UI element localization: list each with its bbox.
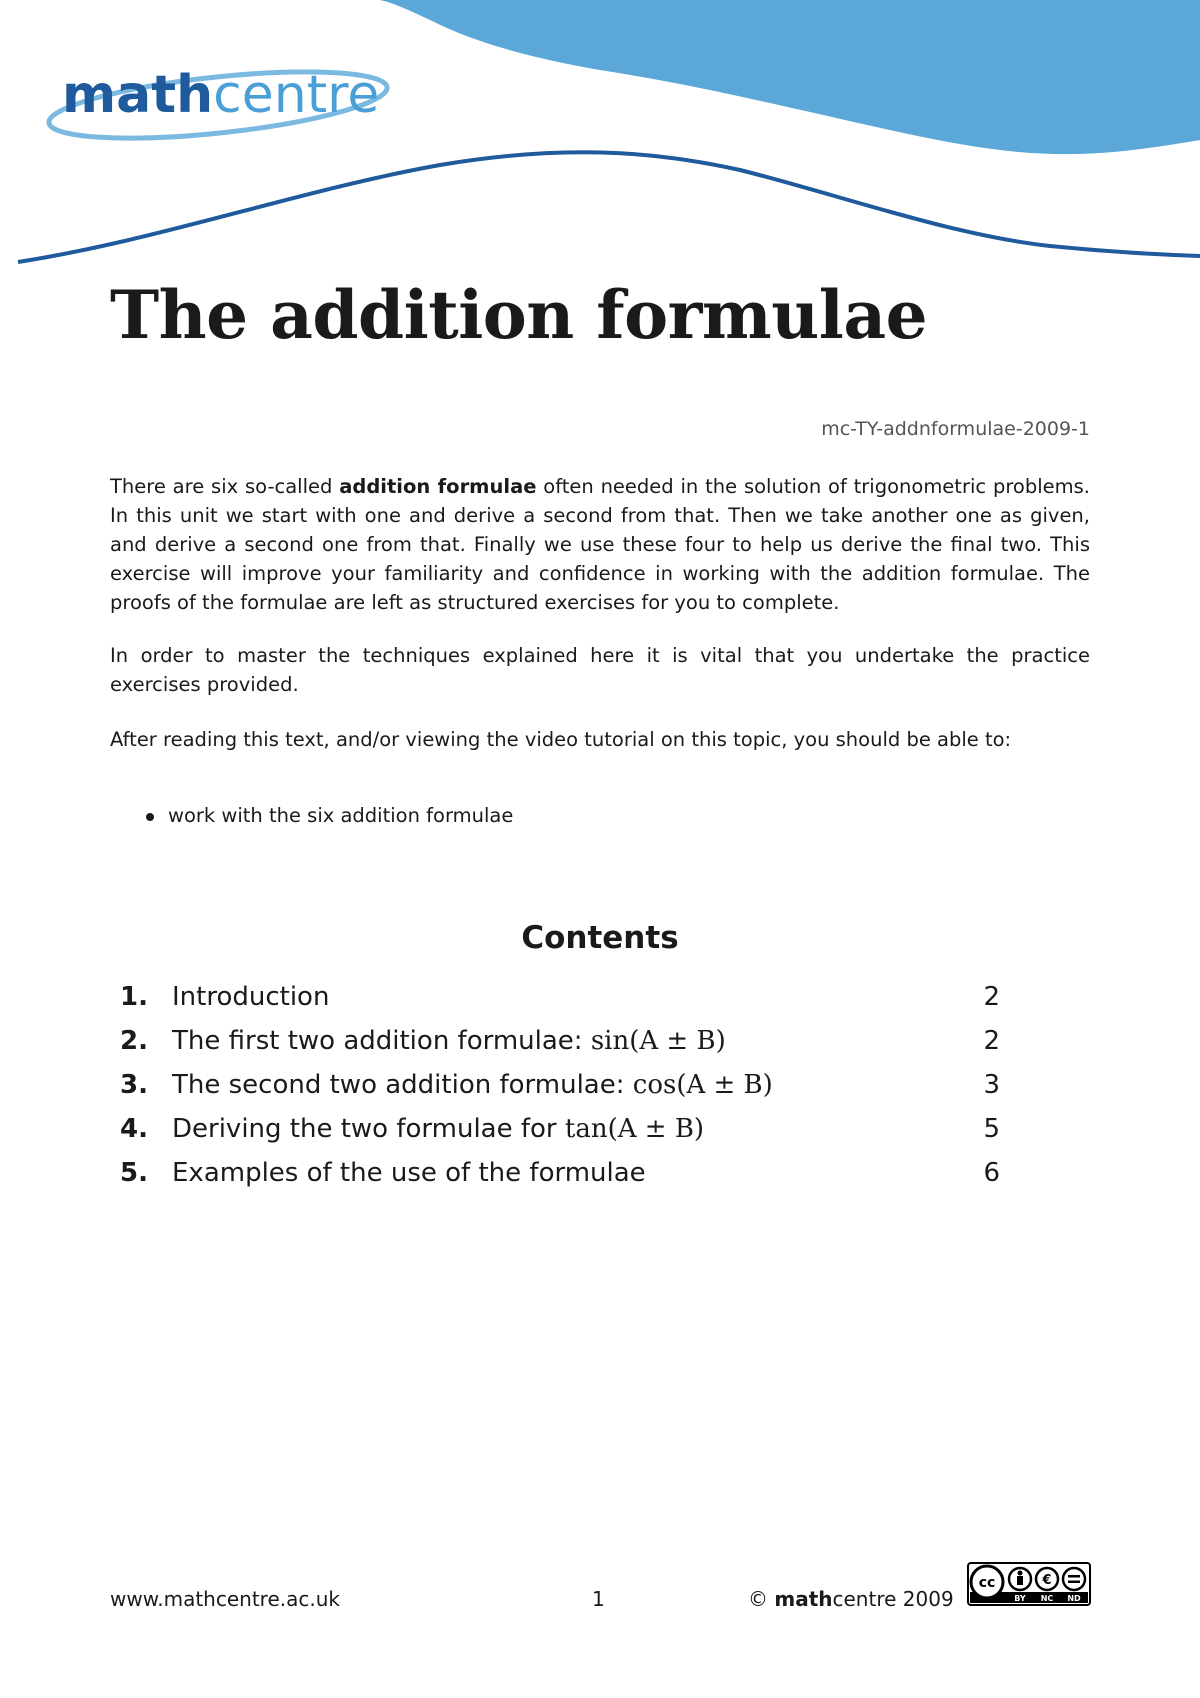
toc-item-cos-formulae[interactable] [120,1063,1000,1107]
svg-text:€: € [1042,1573,1052,1588]
footer-brand-centre: centre [832,1587,897,1611]
page-title: The addition formulae [110,276,928,354]
toc-label: The first two addition formulae: sin(A ± B) [172,1026,726,1056]
toc-label: Examples of the use of the formulae [172,1158,646,1188]
contents-heading: Contents [521,920,679,956]
toc-item-introduction[interactable] [120,975,1000,1019]
logo-math: math [62,65,214,125]
toc-label: Introduction [172,982,330,1012]
toc-page: 2 [983,982,1000,1012]
footer-url[interactable]: www.mathcentre.ac.uk [110,1587,340,1611]
copyright-symbol: © [748,1587,768,1611]
toc-page: 5 [983,1114,1000,1144]
svg-text:cc: cc [978,1575,996,1591]
toc-math: sin(A ± B) [590,1026,726,1056]
toc-page: 3 [983,1070,1000,1100]
footer-brand-math: math [774,1587,833,1611]
intro-paragraph-1: There are six so-called addition formulae often needed in the solution of trigonometric problems. In this unit we start with one and derive a second from that. Then we take another one as given, and derive a second one from that. Finally we use these four to help us derive the final two. This exercise will improve your familiarity and confidence in working with the addition formulae. The proofs of the formulae are left as structured exercises for you to complete. [110,475,1090,614]
mathcentre-logo [46,59,390,150]
svg-text:ND: ND [1067,1594,1081,1603]
svg-text:BY: BY [1014,1594,1026,1603]
header-wave-graphic [0,0,1200,280]
header-wave-line [18,152,1200,262]
toc-label: Deriving the two formulae for tan(A ± B) [172,1114,705,1144]
svg-text:NC: NC [1040,1594,1054,1603]
addition-formulae-term: addition formulae [339,475,537,498]
toc-number: 5. [120,1158,148,1188]
toc-math: cos(A ± B) [632,1070,773,1100]
nd-noderivatives-icon [1063,1568,1085,1590]
toc-page: 2 [983,1026,1000,1056]
toc-item-tan-formulae[interactable] [120,1107,1000,1151]
toc-number: 3. [120,1070,148,1100]
toc-item-sin-formulae[interactable] [120,1019,1000,1063]
footer-year: 2009 [902,1587,954,1611]
toc-math: tan(A ± B) [564,1114,705,1144]
toc-number: 1. [120,982,148,1012]
toc-label: The second two addition formulae: cos(A ± B) [172,1070,773,1100]
table-of-contents [120,975,1000,1195]
intro-paragraph-3: After reading this text, and/or viewing the video tutorial on this topic, you should be able to: [110,728,1012,751]
objectives-list [146,801,513,830]
toc-item-examples[interactable] [120,1151,1000,1195]
footer-copyright [748,1584,954,1614]
intro-paragraph-2: In order to master the techniques explained here it is vital that you undertake the practice exercises provided. [110,644,1090,696]
creative-commons-license-badge[interactable] [967,1562,1091,1606]
footer-page-number: 1 [592,1587,605,1611]
document-code: mc-TY-addnformulae-2009-1 [821,418,1090,440]
logo-centre: centre [213,65,380,125]
toc-number: 2. [120,1026,148,1056]
toc-number: 4. [120,1114,148,1144]
svg-text:mathcentre [62,65,379,125]
objective-item: work with the six addition formulae [146,801,513,830]
toc-page: 6 [983,1158,1000,1188]
